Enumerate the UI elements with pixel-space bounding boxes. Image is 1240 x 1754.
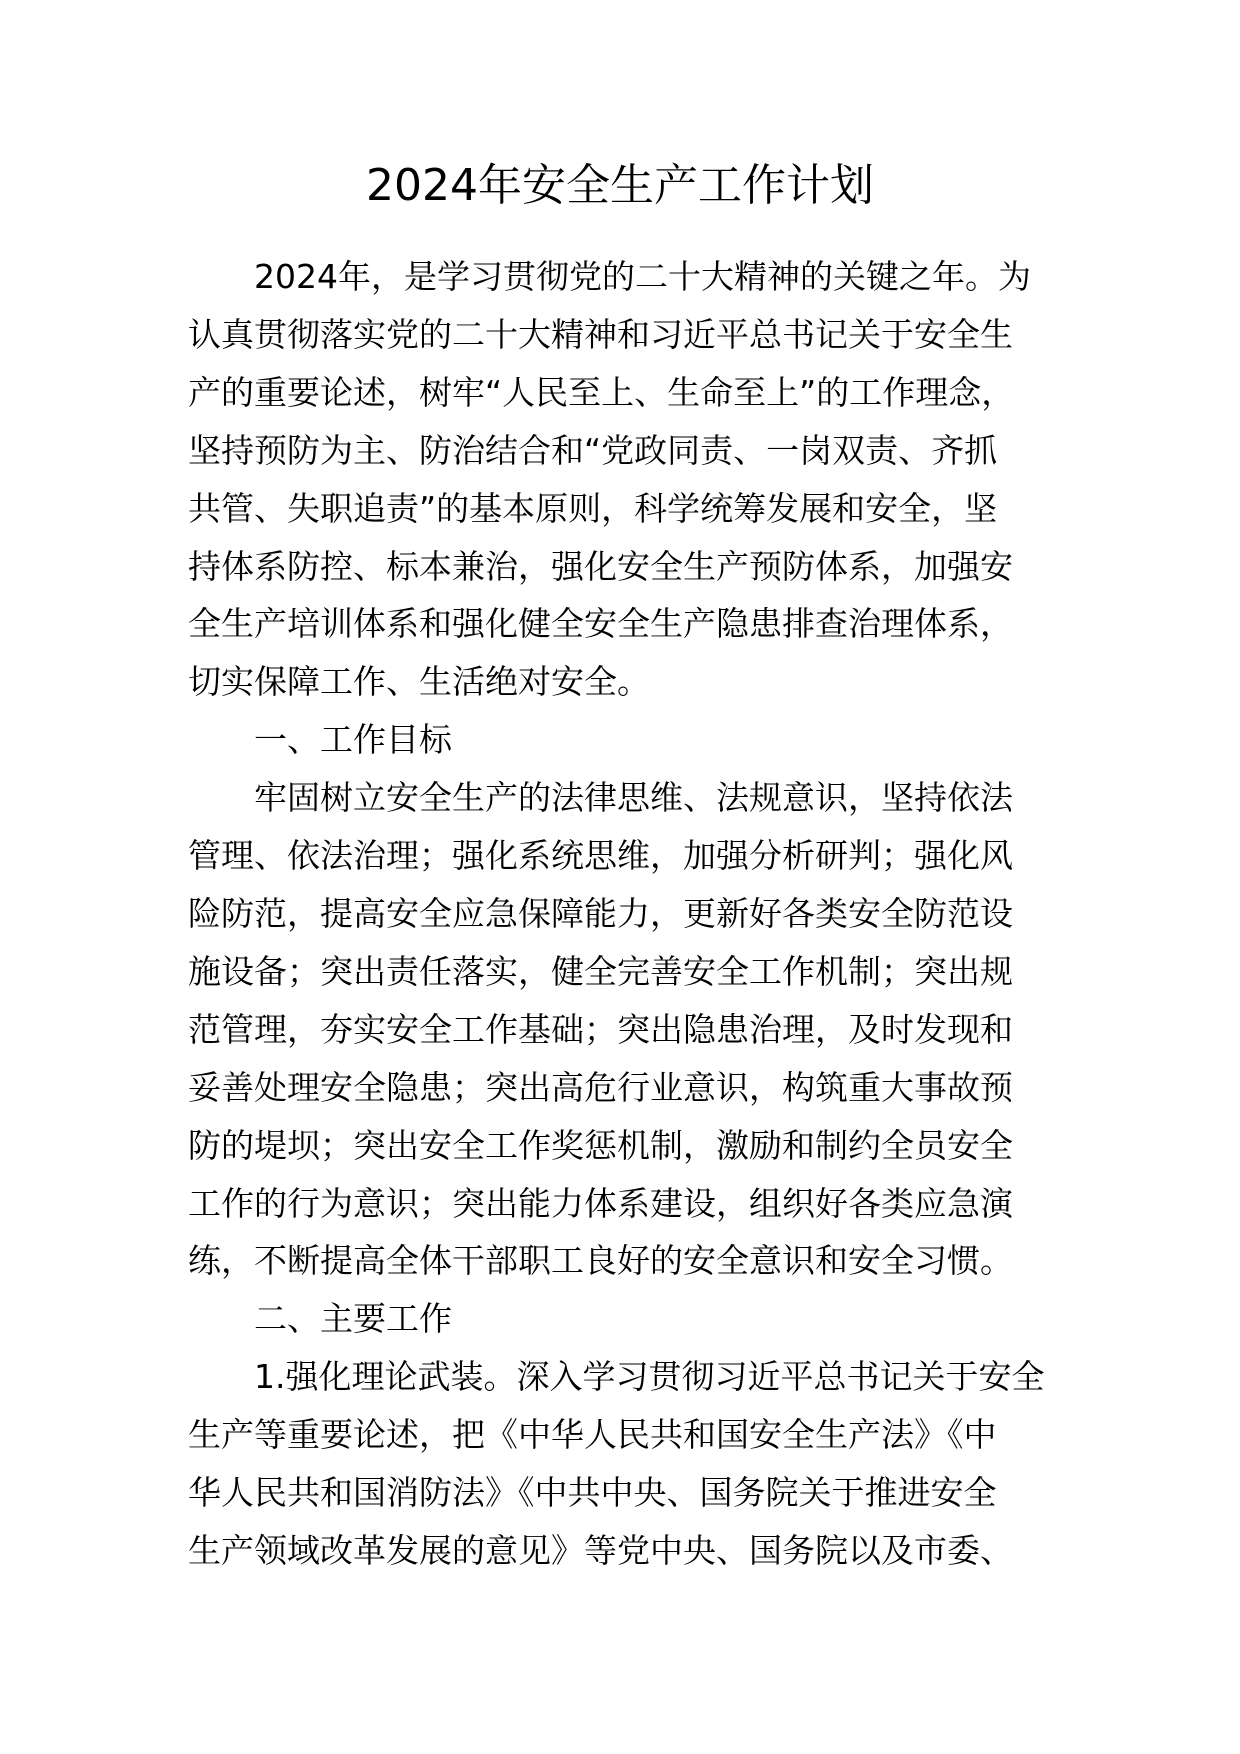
paragraph-line: 防的堤坝；突出安全工作奖惩机制，激励和制约全员安全 [188, 1125, 1013, 1165]
paragraph-line: 1.强化理论武装。深入学习贯彻习近平总书记关于安全 [254, 1357, 1045, 1397]
section-heading-main-work: 二、主要工作 [254, 1299, 452, 1339]
paragraph-line: 练，不断提高全体干部职工良好的安全意识和安全习惯。 [188, 1241, 1013, 1281]
goals-paragraph [188, 769, 1060, 1290]
paragraph-line: 牢固树立安全生产的法律思维、法规意识，坚持依法 [254, 778, 1013, 818]
main-work-paragraph [188, 1348, 1060, 1580]
paragraph-line: 共管、失职追责”的基本原则，科学统筹发展和安全，坚 [188, 488, 998, 528]
paragraph-line: 生产等重要论述，把《中华人民共和国安全生产法》《中 [188, 1415, 997, 1455]
paragraph-line: 持体系防控、标本兼治，强化安全生产预防体系，加强安 [188, 546, 1013, 586]
paragraph-line: 工作的行为意识；突出能力体系建设，组织好各类应急演 [188, 1183, 1013, 1223]
paragraph-line: 生产领域改革发展的意见》等党中央、国务院以及市委、 [188, 1530, 1013, 1570]
paragraph-line: 切实保障工作、生活绝对安全。 [188, 662, 650, 702]
paragraph-line: 妥善处理安全隐患；突出高危行业意识，构筑重大事故预 [188, 1067, 1013, 1107]
paragraph-line: 施设备；突出责任落实，健全完善安全工作机制；突出规 [188, 951, 1013, 991]
document-title: 2024年安全生产工作计划 [366, 160, 874, 211]
section-heading-goals: 一、工作目标 [254, 720, 452, 760]
paragraph-line: 范管理，夯实安全工作基础；突出隐患治理，及时发现和 [188, 1009, 1013, 1049]
paragraph-line: 产的重要论述，树牢“人民至上、生命至上”的工作理念， [188, 372, 1015, 412]
paragraph-line: 险防范，提高安全应急保障能力，更新好各类安全防范设 [188, 893, 1013, 933]
paragraph-line: 管理、依法治理；强化系统思维，加强分析研判；强化风 [188, 836, 1013, 876]
paragraph-line: 坚持预防为主、防治结合和“党政同责、一岗双责、齐抓 [188, 430, 998, 470]
intro-paragraph [188, 248, 1060, 711]
paragraph-line: 华人民共和国消防法》《中共中央、国务院关于推进安全 [188, 1473, 997, 1513]
paragraph-line: 全生产培训体系和强化健全安全生产隐患排查治理体系， [188, 604, 1013, 644]
paragraph-line: 认真贯彻落实党的二十大精神和习近平总书记关于安全生 [188, 314, 1013, 354]
paragraph-line: 2024年，是学习贯彻党的二十大精神的关键之年。为 [254, 257, 1031, 296]
document-body [188, 248, 1060, 1580]
